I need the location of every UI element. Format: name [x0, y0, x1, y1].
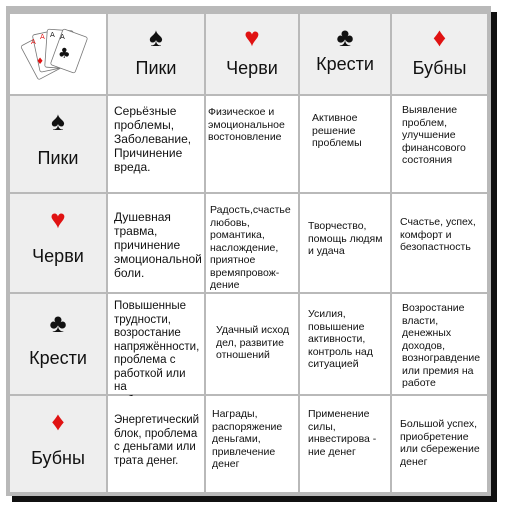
row-header-label: Черви	[32, 246, 84, 266]
spade-icon: ♠	[51, 106, 65, 136]
diamond-icon: ♦	[51, 406, 65, 436]
column-header-label: Крести	[316, 54, 374, 74]
heart-icon: ♥	[244, 22, 260, 52]
meaning-cell	[392, 194, 487, 292]
meaning-text: Выявление проблем, улучшение финансового состояния	[402, 104, 466, 166]
meaning-text: Энергетический блок, проблема с деньгами или трата денег.	[114, 414, 200, 467]
fanned-cards-icon	[22, 22, 94, 86]
row-header-clubs	[10, 294, 106, 394]
meaning-text: Физическое и эмоциональное востоновление	[208, 106, 285, 143]
club-icon: ♣	[336, 22, 354, 52]
meaning-cell	[300, 294, 390, 394]
meaning-text: Большой успех, приобретение или сбережение денег	[400, 418, 480, 468]
row-header-label: Бубны	[31, 448, 85, 468]
meaning-cell	[300, 194, 390, 292]
meaning-text: Применение силы, инвестирова - ние денег	[308, 408, 377, 458]
meaning-cell	[108, 294, 204, 394]
row-header-spades	[10, 96, 106, 192]
meaning-cell	[206, 96, 298, 192]
meaning-cell	[392, 96, 487, 192]
meaning-cell	[206, 396, 298, 492]
meaning-cell	[392, 294, 487, 394]
meaning-cell	[206, 194, 298, 292]
column-header-diamonds	[392, 14, 487, 94]
diamond-icon: ♦	[432, 22, 447, 52]
meaning-text: Возростание власти, денежных доходов, возногравдение или премия на работе	[402, 302, 481, 389]
club-icon: ♣	[49, 308, 67, 338]
heart-icon: ♥	[50, 204, 66, 234]
column-header-hearts	[206, 14, 298, 94]
row-header-hearts	[10, 194, 106, 292]
card-meaning-table	[6, 6, 491, 496]
meaning-text: Активное решение проблемы	[312, 112, 362, 149]
meaning-text: Творчество, помощь людям и удача	[308, 220, 383, 257]
meaning-cell	[108, 96, 204, 192]
meaning-cell	[108, 194, 204, 292]
meaning-cell	[392, 396, 487, 492]
column-header-spades	[108, 14, 204, 94]
meaning-text: Награды, распоряжение деньгами, привлечение денег	[212, 408, 283, 470]
column-header-label: Бубны	[412, 58, 467, 78]
row-header-label: Пики	[37, 148, 79, 168]
meaning-cell	[300, 396, 390, 492]
meaning-text: Счастье, успех, комфорт и безопастность	[400, 216, 476, 253]
meaning-text: Серьёзные проблемы, Заболевание, Причинение вреда.	[114, 104, 192, 174]
column-header-label: Пики	[135, 58, 177, 78]
meaning-text: Радость,счастье любовь, романтика, наслождение, приятное времяпровож- дение	[210, 204, 291, 291]
svg-text:A: A	[31, 38, 36, 46]
column-header-clubs	[300, 14, 390, 94]
meaning-cell	[300, 96, 390, 192]
row-header-label: Крести	[29, 348, 87, 368]
svg-text:A: A	[50, 31, 55, 39]
meaning-text: Усилия, повышение активности, контроль над ситуацией	[308, 308, 373, 370]
meaning-text: Душевная травма, причинение эмоциональной боли.	[114, 210, 202, 280]
meaning-cell	[108, 396, 204, 492]
playing-cards-image	[10, 14, 106, 94]
row-header-diamonds	[10, 396, 106, 492]
svg-text:♣: ♣	[58, 46, 71, 62]
svg-text:A: A	[60, 33, 65, 41]
spade-icon: ♠	[149, 22, 163, 52]
svg-text:A: A	[40, 33, 45, 41]
meaning-text: Повышенные трудности, возростание напряжённости, проблема с работкой или на	[114, 300, 200, 393]
column-header-label: Черви	[226, 58, 278, 78]
meaning-text: Удачный исход дел, развитие отношений	[216, 324, 290, 361]
svg-text:♦: ♦	[36, 57, 45, 67]
meaning-cell	[206, 294, 298, 394]
